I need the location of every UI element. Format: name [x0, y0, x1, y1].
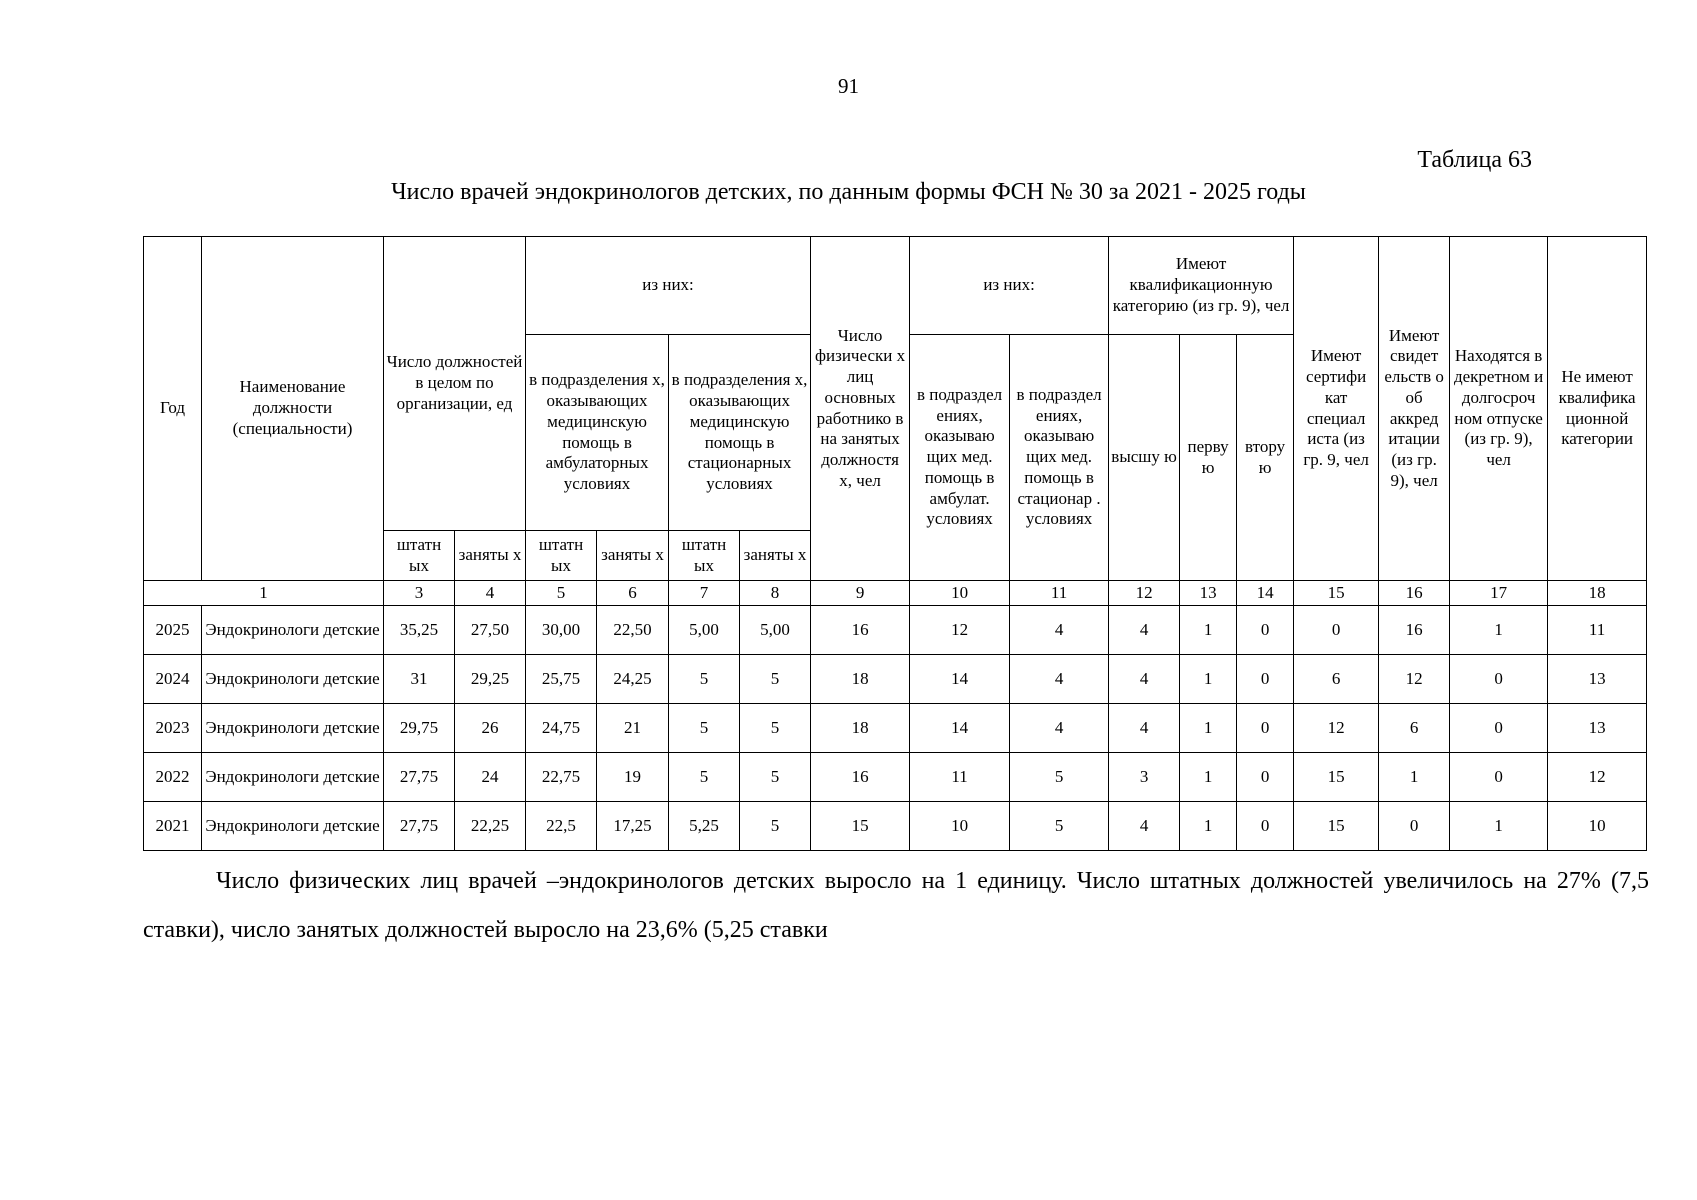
column-number: 10 [910, 581, 1010, 606]
value-cell: 5 [1010, 802, 1109, 851]
column-number: 8 [740, 581, 811, 606]
header-staff: штатн ых [384, 531, 455, 581]
value-cell: 0 [1237, 704, 1294, 753]
value-cell: 5 [740, 802, 811, 851]
column-number: 13 [1180, 581, 1237, 606]
header-no-category: Не имеют квалифика ционной категории [1548, 237, 1647, 581]
table-row [144, 606, 1647, 655]
column-number: 3 [384, 581, 455, 606]
summary-paragraph: Число физических лиц врачей –эндокринологов детских выросло на 1 единицу. Число штатных должностей увеличилось на 27% (7,5 ставки), число занятых должностей выросло на 23,6% (5,25 ставки [143, 868, 1649, 943]
page-number: 91 [838, 74, 859, 98]
header-year: Год [144, 237, 202, 581]
header-accreditation: Имеют свидет ельств о об аккред итации (из гр. 9), чел [1379, 237, 1450, 581]
value-cell: 4 [1010, 655, 1109, 704]
header-ambulatory-units: в подразделения х, оказывающих медицинскую помощь в амбулаторных условиях [526, 335, 669, 531]
column-number: 11 [1010, 581, 1109, 606]
value-cell: 1 [1450, 606, 1548, 655]
header-of-which-persons: из них: [910, 237, 1109, 335]
value-cell: 30,00 [526, 606, 597, 655]
position-name-cell: Эндокринологи детские [202, 704, 384, 753]
value-cell: 5,25 [669, 802, 740, 851]
column-number: 5 [526, 581, 597, 606]
value-cell: 0 [1450, 704, 1548, 753]
value-cell: 1 [1180, 655, 1237, 704]
value-cell: 16 [811, 753, 910, 802]
value-cell: 31 [384, 655, 455, 704]
value-cell: 5 [669, 655, 740, 704]
table-row [144, 753, 1647, 802]
value-cell: 4 [1109, 655, 1180, 704]
header-qualification-category: Имеют квалификационную категорию (из гр. 9), чел [1109, 237, 1294, 335]
value-cell: 5,00 [740, 606, 811, 655]
table-body [144, 606, 1647, 851]
position-name-cell: Эндокринологи детские [202, 606, 384, 655]
header-occupied: заняты х [455, 531, 526, 581]
table-row [144, 655, 1647, 704]
value-cell: 13 [1548, 655, 1647, 704]
value-cell: 4 [1109, 802, 1180, 851]
header-staff: штатн ых [669, 531, 740, 581]
value-cell: 12 [1379, 655, 1450, 704]
value-cell: 4 [1010, 704, 1109, 753]
value-cell: 5 [669, 753, 740, 802]
value-cell: 1 [1180, 753, 1237, 802]
value-cell: 27,75 [384, 753, 455, 802]
value-cell: 27,75 [384, 802, 455, 851]
value-cell: 4 [1109, 606, 1180, 655]
value-cell: 24,25 [597, 655, 669, 704]
value-cell: 22,50 [597, 606, 669, 655]
value-cell: 1 [1379, 753, 1450, 802]
value-cell: 0 [1237, 606, 1294, 655]
header-first-category: перву ю [1180, 335, 1237, 581]
value-cell: 24 [455, 753, 526, 802]
value-cell: 5 [1010, 753, 1109, 802]
value-cell: 0 [1294, 606, 1379, 655]
value-cell: 12 [1548, 753, 1647, 802]
value-cell: 5,00 [669, 606, 740, 655]
value-cell: 0 [1237, 753, 1294, 802]
value-cell: 5 [669, 704, 740, 753]
value-cell: 4 [1010, 606, 1109, 655]
value-cell: 17,25 [597, 802, 669, 851]
column-number: 12 [1109, 581, 1180, 606]
header-occupied: заняты х [740, 531, 811, 581]
value-cell: 21 [597, 704, 669, 753]
value-cell: 11 [1548, 606, 1647, 655]
header-position: Наименование должности (специальности) [202, 237, 384, 581]
value-cell: 29,75 [384, 704, 455, 753]
column-number: 9 [811, 581, 910, 606]
value-cell: 15 [1294, 802, 1379, 851]
column-number: 6 [597, 581, 669, 606]
column-number: 16 [1379, 581, 1450, 606]
header-highest-category: высшу ю [1109, 335, 1180, 581]
value-cell: 29,25 [455, 655, 526, 704]
value-cell: 35,25 [384, 606, 455, 655]
year-cell: 2021 [144, 802, 202, 851]
value-cell: 25,75 [526, 655, 597, 704]
value-cell: 16 [811, 606, 910, 655]
value-cell: 0 [1237, 655, 1294, 704]
value-cell: 0 [1379, 802, 1450, 851]
year-cell: 2022 [144, 753, 202, 802]
header-ambulatory-persons: в подраздел ениях, оказываю щих мед. помощь в амбулат. условиях [910, 335, 1010, 581]
value-cell: 11 [910, 753, 1010, 802]
header-inpatient-units: в подразделения х, оказывающих медицинскую помощь в стационарных условиях [669, 335, 811, 531]
header-of-which-positions: из них: [526, 237, 811, 335]
value-cell: 22,5 [526, 802, 597, 851]
value-cell: 22,25 [455, 802, 526, 851]
table-row [144, 704, 1647, 753]
value-cell: 3 [1109, 753, 1180, 802]
position-name-cell: Эндокринологи детские [202, 802, 384, 851]
header-positions-total: Число должностей в целом по организации, ед [384, 237, 526, 531]
header-occupied: заняты х [597, 531, 669, 581]
value-cell: 18 [811, 655, 910, 704]
value-cell: 10 [1548, 802, 1647, 851]
value-cell: 14 [910, 704, 1010, 753]
value-cell: 13 [1548, 704, 1647, 753]
value-cell: 5 [740, 704, 811, 753]
column-number-row [144, 581, 1647, 606]
column-number: 17 [1450, 581, 1548, 606]
value-cell: 10 [910, 802, 1010, 851]
header-physical-persons: Число физически х лиц основных работнико в на занятых должностя х, чел [811, 237, 910, 581]
header-inpatient-persons: в подраздел ениях, оказываю щих мед. помощь в стационар . условиях [1010, 335, 1109, 581]
column-number: 4 [455, 581, 526, 606]
value-cell: 1 [1180, 802, 1237, 851]
column-number: 7 [669, 581, 740, 606]
value-cell: 0 [1450, 655, 1548, 704]
value-cell: 5 [740, 753, 811, 802]
value-cell: 12 [1294, 704, 1379, 753]
value-cell: 0 [1237, 802, 1294, 851]
year-cell: 2025 [144, 606, 202, 655]
value-cell: 4 [1109, 704, 1180, 753]
column-number: 14 [1237, 581, 1294, 606]
position-name-cell: Эндокринологи детские [202, 655, 384, 704]
year-cell: 2023 [144, 704, 202, 753]
column-number: 1 [144, 581, 384, 606]
year-cell: 2024 [144, 655, 202, 704]
value-cell: 6 [1379, 704, 1450, 753]
value-cell: 14 [910, 655, 1010, 704]
position-name-cell: Эндокринологи детские [202, 753, 384, 802]
value-cell: 1 [1180, 606, 1237, 655]
value-cell: 12 [910, 606, 1010, 655]
data-table [143, 236, 1647, 851]
value-cell: 26 [455, 704, 526, 753]
value-cell: 22,75 [526, 753, 597, 802]
value-cell: 16 [1379, 606, 1450, 655]
column-number: 18 [1548, 581, 1647, 606]
value-cell: 5 [740, 655, 811, 704]
value-cell: 15 [1294, 753, 1379, 802]
value-cell: 0 [1450, 753, 1548, 802]
value-cell: 15 [811, 802, 910, 851]
value-cell: 18 [811, 704, 910, 753]
value-cell: 27,50 [455, 606, 526, 655]
value-cell: 19 [597, 753, 669, 802]
table-row [144, 802, 1647, 851]
table-label: Таблица 63 [1417, 147, 1532, 173]
header-staff: штатн ых [526, 531, 597, 581]
value-cell: 1 [1180, 704, 1237, 753]
header-maternity-leave: Находятся в декретном и долгосроч ном отпуске (из гр. 9), чел [1450, 237, 1548, 581]
value-cell: 1 [1450, 802, 1548, 851]
value-cell: 6 [1294, 655, 1379, 704]
header-specialist-certificate: Имеют сертифи кат специал иста (из гр. 9, чел [1294, 237, 1379, 581]
header-second-category: втору ю [1237, 335, 1294, 581]
table-caption: Число врачей эндокринологов детских, по данным формы ФСН № 30 за 2021 - 2025 годы [391, 179, 1306, 205]
column-number: 15 [1294, 581, 1379, 606]
value-cell: 24,75 [526, 704, 597, 753]
